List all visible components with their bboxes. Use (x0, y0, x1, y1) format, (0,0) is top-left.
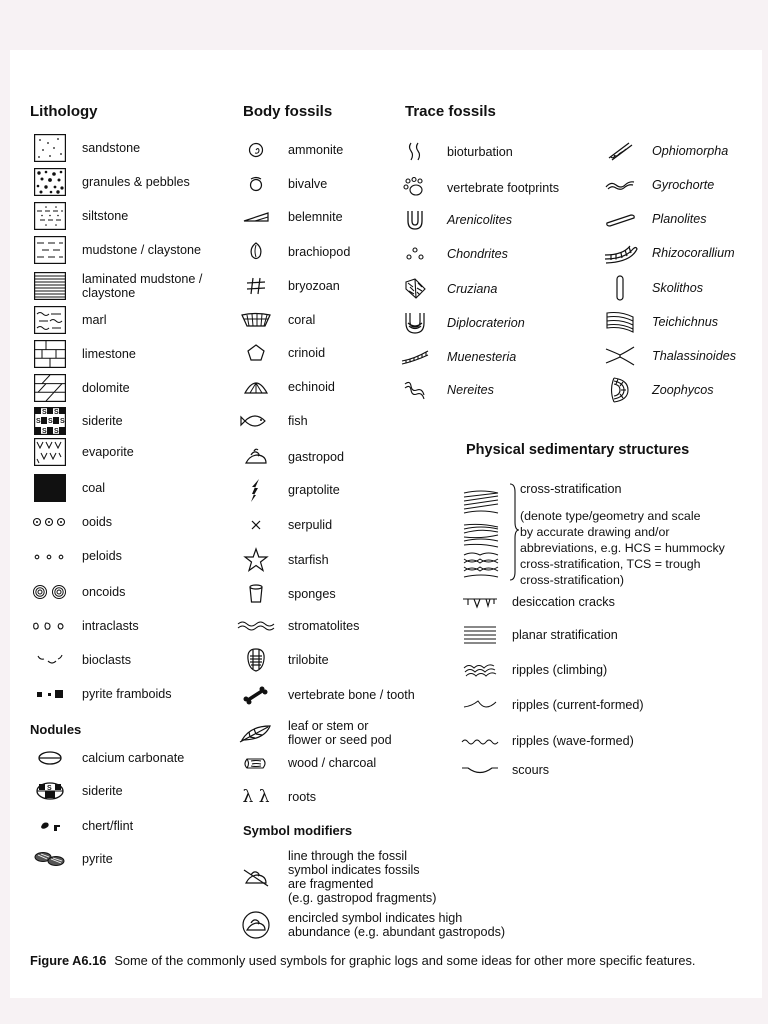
siderite-nodule-icon (30, 777, 70, 805)
nodule-label: calcium carbonate (82, 751, 185, 765)
lithology-item (30, 508, 112, 536)
description-line: abbreviations, e.g. HCS = hummocky (520, 541, 725, 555)
lithology-item (30, 202, 128, 230)
lithology-label: intraclasts (82, 619, 139, 633)
siderite-glyph: S (36, 418, 41, 425)
heading-trace-fossils: Trace fossils (405, 103, 496, 120)
figure-caption-label: Figure A6.16 (30, 953, 107, 968)
physical-item (460, 756, 549, 784)
body-fossil-label: vertebrate bone / tooth (288, 688, 415, 702)
physical-label: planar stratification (512, 628, 618, 642)
leaf-stem-icon (236, 719, 276, 747)
stromatolites-icon (236, 612, 276, 640)
body-fossil-label: crinoid (288, 346, 326, 360)
lithology-label: ooids (82, 515, 113, 529)
trace-fossil-item (395, 174, 559, 202)
siderite-glyph: S (47, 785, 52, 792)
gyrochorte-icon (600, 171, 640, 199)
body-fossil-label: sponges (288, 587, 336, 601)
ripples-climbing-icon (460, 656, 500, 684)
trace-fossil-item (600, 137, 728, 165)
graptolite-icon (236, 476, 276, 504)
lithology-item (30, 134, 140, 162)
trace-fossil-item (600, 171, 714, 199)
siderite-icon (30, 407, 70, 435)
heading-nodules: Nodules (30, 722, 82, 737)
calcium-carbonate-icon (30, 744, 70, 772)
body-fossil-item (236, 339, 325, 367)
cross-stratification-description (520, 508, 760, 588)
modifier-item (236, 849, 437, 905)
lithology-label: coal (82, 481, 106, 495)
modifier-line: line through the fossil (288, 849, 408, 863)
peloids-icon (30, 542, 70, 570)
body-fossil-label: starfish (288, 553, 329, 567)
evaporite-icon (30, 438, 70, 466)
fragmented-fossil-icon (236, 852, 276, 902)
cross-stratification-icons (462, 489, 500, 581)
ripples-wave-icon (460, 727, 500, 755)
body-fossil-label: serpulid (288, 518, 333, 532)
body-fossil-item (236, 580, 336, 608)
nereites-icon (395, 376, 435, 404)
limestone-icon (30, 340, 70, 368)
intraclasts-icon (30, 612, 70, 640)
laminated-mudstone-icon (30, 272, 70, 300)
gastropod-icon (236, 443, 276, 471)
planar-stratification-icon (460, 621, 500, 649)
lithology-item (30, 340, 136, 368)
body-fossil-item (236, 272, 340, 300)
lithology-item (30, 270, 202, 302)
trace-fossil-item (600, 205, 707, 233)
trace-fossil-label: Arenicolites (447, 213, 513, 227)
lithology-item (30, 438, 134, 466)
lithology-item (30, 374, 130, 402)
trace-fossil-item (395, 376, 494, 404)
lithology-label: dolomite (82, 381, 130, 395)
heading-physical: Physical sedimentary structures (466, 442, 690, 458)
body-fossil-label: graptolite (288, 483, 340, 497)
nodule-item (30, 845, 113, 873)
body-fossil-item (236, 170, 327, 198)
body-fossil-label: bryozoan (288, 279, 340, 293)
chondrites-icon (395, 240, 435, 268)
crinoid-icon (236, 339, 276, 367)
nodule-label: siderite (82, 784, 123, 798)
diplocraterion-icon (395, 309, 435, 337)
nodule-label: chert/flint (82, 819, 134, 833)
trace-fossil-label: Cruziana (447, 282, 498, 296)
encircled-fossil-icon (236, 910, 276, 940)
starfish-icon (236, 546, 276, 574)
body-fossil-item (236, 238, 350, 266)
lithology-item (30, 612, 139, 640)
siderite-glyph: S (42, 409, 47, 416)
bioturbation-icon (395, 138, 435, 166)
lithology-item (30, 474, 105, 502)
modifier-item (236, 910, 505, 940)
body-fossil-label (276, 719, 392, 747)
trace-fossil-label: Thalassinoides (652, 349, 737, 363)
lithology-label: pyrite framboids (82, 687, 172, 701)
nodule-item (30, 777, 123, 805)
bivalve-icon (236, 170, 276, 198)
trace-fossil-label: Gyrochorte (652, 178, 715, 192)
trace-fossil-item (600, 308, 718, 336)
lithology-item (30, 680, 172, 708)
desiccation-cracks-icon (460, 588, 500, 616)
physical-label: scours (512, 763, 550, 777)
sandstone-icon (30, 134, 70, 162)
body-fossil-item (236, 407, 308, 435)
siderite-glyph: S (48, 418, 53, 425)
body-fossil-label: brachiopod (288, 245, 351, 259)
heading-lithology: Lithology (30, 103, 98, 120)
body-fossil-label: stromatolites (288, 619, 360, 633)
trace-fossil-item (395, 206, 512, 234)
cross-stratification-label: cross-stratification (520, 482, 622, 496)
body-fossil-item (236, 511, 332, 539)
oncoids-icon (30, 578, 70, 606)
siltstone-icon (30, 202, 70, 230)
pyrite-nodule-icon (30, 845, 70, 873)
thalassinoides-icon (600, 342, 640, 370)
arenicolites-icon (395, 206, 435, 234)
trace-fossil-label: Skolithos (652, 281, 704, 295)
trace-fossil-item (600, 376, 714, 404)
body-fossil-label: belemnite (288, 210, 343, 224)
physical-item (460, 621, 618, 649)
muenesteria-icon (395, 343, 435, 371)
wood-charcoal-icon (236, 749, 276, 777)
lithology-label-line: claystone (82, 286, 136, 300)
trace-fossil-label: Nereites (447, 383, 494, 397)
body-fossil-item (236, 443, 344, 471)
physical-item (460, 691, 644, 719)
chert-flint-icon (30, 812, 70, 840)
body-fossil-label: trilobite (288, 653, 329, 667)
lithology-item (30, 407, 123, 435)
heading-body-fossils: Body fossils (243, 103, 333, 120)
physical-label: ripples (climbing) (512, 663, 608, 677)
body-fossil-item (236, 681, 415, 709)
figure-caption (30, 952, 750, 969)
lithology-item (30, 168, 190, 196)
body-fossil-item (236, 136, 343, 164)
modifier-line: abundance (e.g. abundant gastropods) (288, 925, 506, 939)
trace-fossil-item (600, 342, 736, 370)
modifier-line: are fragmented (288, 877, 374, 891)
bryozoan-icon (236, 272, 276, 300)
description-line: cross-stratification) (520, 573, 624, 587)
zoophycos-icon (600, 376, 640, 404)
body-fossil-item (236, 717, 392, 749)
body-fossil-label: gastropod (288, 450, 345, 464)
scours-icon (460, 756, 500, 784)
granules-pebbles-icon (30, 168, 70, 196)
fish-icon (236, 407, 276, 435)
heading-modifiers: Symbol modifiers (243, 823, 353, 838)
trace-fossil-label: vertebrate footprints (447, 181, 560, 195)
trace-fossil-label: Diplocraterion (447, 316, 525, 330)
ophiomorpha-icon (600, 137, 640, 165)
teichichnus-icon (600, 308, 640, 336)
body-fossil-label: ammonite (288, 143, 344, 157)
nodule-item (30, 812, 133, 840)
body-fossil-item (236, 749, 376, 777)
modifier-line: (e.g. gastropod fragments) (288, 891, 437, 905)
body-fossil-item (236, 546, 329, 574)
nodule-label: pyrite (82, 852, 113, 866)
body-fossil-item (236, 476, 340, 504)
modifier-line: symbol indicates fossils (288, 863, 420, 877)
trace-fossil-label: Rhizocorallium (652, 246, 735, 260)
physical-label: ripples (wave-formed) (512, 734, 634, 748)
figure-caption-text: Some of the commonly used symbols for graphic logs and some ideas for other more specific features. (114, 953, 696, 968)
dolomite-icon (30, 374, 70, 402)
trace-fossil-label: Teichichnus (652, 315, 719, 329)
trace-fossil-label: Muenesteria (447, 350, 517, 364)
body-fossil-label: echinoid (288, 380, 335, 394)
description-line: (denote type/geometry and scale (520, 509, 701, 523)
coal-icon (30, 474, 70, 502)
body-fossil-item (236, 306, 315, 334)
physical-item (460, 656, 607, 684)
lithology-label: sandstone (82, 141, 141, 155)
roots-icon: λ λ (242, 787, 270, 807)
physical-label: ripples (current-formed) (512, 698, 644, 712)
trace-fossil-label: Zoophycos (652, 383, 714, 397)
lithology-label (70, 272, 202, 300)
lithology-label: mudstone / claystone (82, 243, 202, 257)
trilobite-icon (236, 646, 276, 674)
lithology-label: siltstone (82, 209, 129, 223)
body-fossil-label: wood / charcoal (288, 756, 377, 770)
lithology-label: limestone (82, 347, 136, 361)
body-fossil-label-line: leaf or stem or (288, 719, 369, 733)
cruziana-icon (395, 275, 435, 303)
modifier-label (276, 911, 505, 939)
siderite-glyph: S (54, 409, 59, 416)
description-line: by accurate drawing and/or (520, 525, 670, 539)
lithology-label: evaporite (82, 445, 134, 459)
lithology-label: siderite (82, 414, 123, 428)
planolites-icon (600, 205, 640, 233)
brace-icon (508, 482, 520, 587)
body-fossil-item (236, 612, 359, 640)
lithology-label: oncoids (82, 585, 126, 599)
lithology-item (30, 306, 107, 334)
physical-item (460, 727, 634, 755)
trace-fossil-item (600, 239, 735, 267)
lithology-label: granules & pebbles (82, 175, 190, 189)
body-fossil-label: fish (288, 414, 308, 428)
trace-fossil-item (395, 240, 508, 268)
lithology-label: peloids (82, 549, 122, 563)
coral-icon (236, 306, 276, 334)
pyrite-framboids-icon (30, 680, 70, 708)
vertebrate-footprints-icon (395, 174, 435, 202)
body-fossil-label-line: flower or seed pod (288, 733, 392, 747)
vertebrate-bone-icon (236, 681, 276, 709)
belemnite-icon (236, 203, 276, 231)
siderite-glyph: S (60, 418, 65, 425)
mudstone-icon (30, 236, 70, 264)
trace-fossil-item (395, 343, 516, 371)
modifier-label (276, 849, 436, 905)
lithology-item (30, 542, 122, 570)
brachiopod-icon (236, 238, 276, 266)
trace-fossil-label: bioturbation (447, 145, 513, 159)
serpulid-icon (236, 511, 276, 539)
bioclasts-icon (30, 646, 70, 674)
lithology-label: bioclasts (82, 653, 131, 667)
lithology-label: marl (82, 313, 107, 327)
trace-fossil-label: Ophiomorpha (652, 144, 729, 158)
trace-fossil-label: Planolites (652, 212, 707, 226)
body-fossil-item (236, 646, 329, 674)
echinoid-icon (236, 373, 276, 401)
lithology-item (30, 578, 125, 606)
rhizocorallium-icon (600, 239, 640, 267)
trace-fossil-item (395, 138, 513, 166)
physical-item (460, 588, 615, 616)
lithology-label-line: laminated mudstone / (82, 272, 203, 286)
trace-fossil-label: Chondrites (447, 247, 508, 261)
trace-fossil-item (600, 274, 703, 302)
ooids-icon (30, 508, 70, 536)
ammonite-icon (236, 136, 276, 164)
marl-icon (30, 306, 70, 334)
body-fossil-item (236, 373, 335, 401)
lithology-item (30, 646, 131, 674)
skolithos-icon (600, 274, 640, 302)
body-fossil-label: roots (288, 790, 316, 804)
body-fossil-label: coral (288, 313, 316, 327)
sponges-icon (236, 580, 276, 608)
body-fossil-item (236, 203, 343, 231)
body-fossil-label: bivalve (288, 177, 328, 191)
body-fossil-item (236, 783, 316, 811)
trace-fossil-item (395, 309, 525, 337)
siderite-glyph: S (42, 428, 47, 435)
siderite-glyph: S (54, 428, 59, 435)
ripples-current-icon (460, 691, 500, 719)
trace-fossil-item (395, 275, 497, 303)
lithology-item (30, 236, 201, 264)
nodule-item (30, 744, 184, 772)
physical-label: desiccation cracks (512, 595, 615, 609)
modifier-line: encircled symbol indicates high (288, 911, 463, 925)
description-line: cross-stratification, TCS = trough (520, 557, 701, 571)
